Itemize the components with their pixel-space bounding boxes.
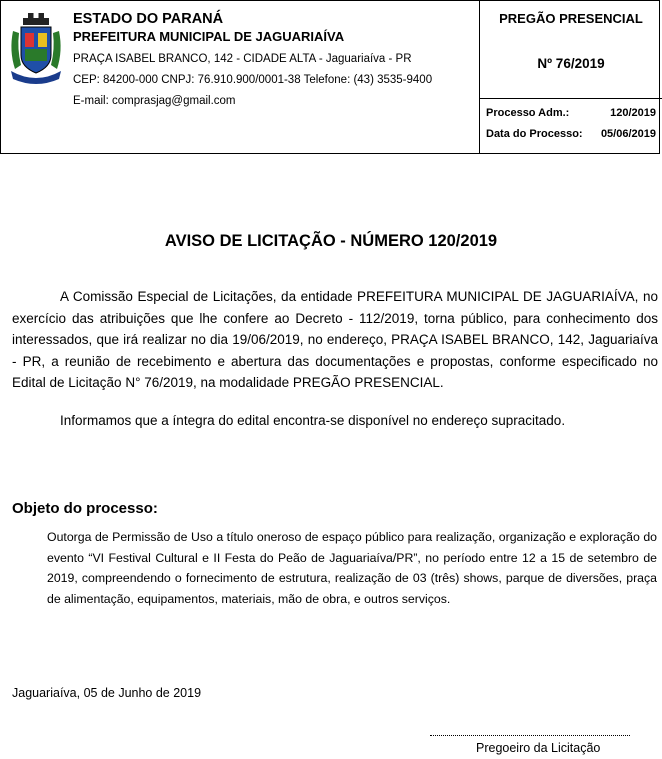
process-date-label: Data do Processo: (486, 128, 583, 140)
signature-role: Pregoeiro da Licitação (476, 741, 601, 755)
process-details (480, 98, 662, 154)
object-text: Outorga de Permissão de Uso a título oneroso de espaço público para realização, organização e exploração do evento “VI Festival Cultural e II Festa do Peão de Jaguariaíva/PR”, no período entre 12 a 15 de setembro de 2019, compreendendo o fornecimento de estrutura, realização de 03 (três) shows, parque de diversões, praça de alimentação, equipamentos, materiais, mão de obra, e outros serviços. (47, 530, 657, 606)
place-date: Jaguariaíva, 05 de Junho de 2019 (12, 686, 202, 700)
notice-title: AVISO DE LICITAÇÃO - NÚMERO 120/2019 (164, 232, 498, 250)
state-name: ESTADO DO PARANÁ (73, 11, 224, 27)
contact-line: CEP: 84200-000 CNPJ: 76.910.900/0001-38 Telefone: (43) 3535-9400 (73, 74, 433, 86)
document-header (0, 0, 660, 154)
email-line: E-mail: comprasjag@gmail.com (73, 95, 236, 107)
notice-paragraph-2: Informamos que a íntegra do edital encontra-se disponível no endereço supracitado. (60, 413, 566, 428)
prefecture-name: PREFEITURA MUNICIPAL DE JAGUARIAÍVA (73, 29, 345, 44)
address-line: PRAÇA ISABEL BRANCO, 142 - CIDADE ALTA - Jaguariaíva - PR (73, 53, 412, 65)
process-date-value: 05/06/2019 (600, 128, 656, 140)
municipal-crest-icon (7, 11, 65, 87)
modality-number: Nº 76/2019 (537, 56, 605, 71)
object-heading: Objeto do processo: (12, 500, 158, 517)
process-value: 120/2019 (610, 107, 656, 119)
notice-paragraph-1: A Comissão Especial de Licitações, da entidade PREFEITURA MUNICIPAL DE JAGUARIAÍVA, no exercício das atribuições que lhe confere ao Decreto - 112/2019, torna público, para conhecimento dos interessados, que irá realizar no dia 19/06/2019, no endereço, PRAÇA ISABEL BRANCO, 142, Jaguariaíva - PR, a reunião de recebimento e abertura das documentações e propostas, conforme especificado no Edital de Licitação N° 76/2019, na modalidade PREGÃO PRESENCIAL. (12, 289, 658, 390)
organization-info (73, 11, 432, 112)
signature-line (430, 735, 630, 736)
modality-title: PREGÃO PRESENCIAL (499, 11, 643, 26)
process-label: Processo Adm.: (486, 107, 570, 119)
process-box (479, 1, 662, 153)
